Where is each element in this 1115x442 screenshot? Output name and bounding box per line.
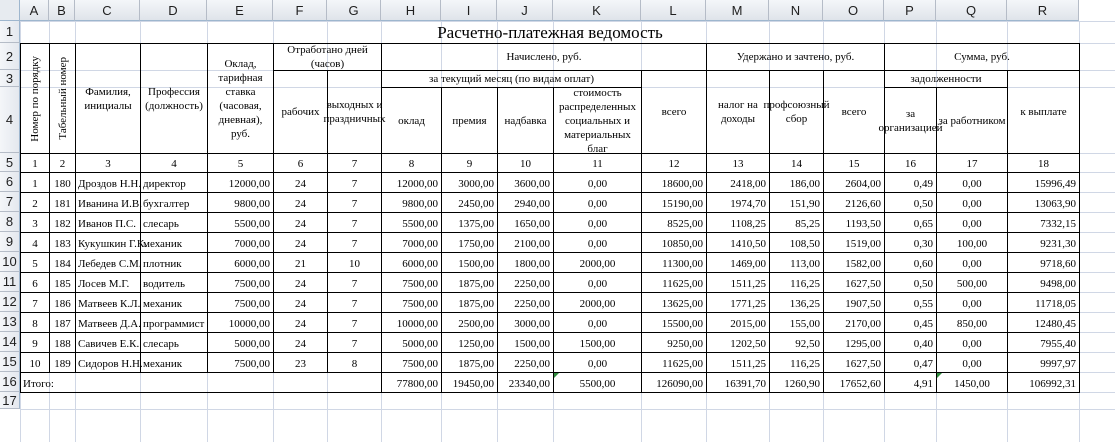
row-header-1[interactable]: 1 (0, 21, 20, 43)
select-all-corner[interactable] (0, 0, 20, 21)
cell-n14[interactable]: 92,50 (769, 332, 824, 353)
total-k16[interactable]: 5500,00 (553, 372, 642, 393)
cell-g13[interactable]: 7 (327, 312, 382, 333)
cell-j11[interactable]: 2250,00 (497, 272, 554, 293)
total-o16[interactable]: 17652,60 (823, 372, 885, 393)
column-header-h[interactable]: H (381, 0, 441, 21)
total-r16[interactable]: 106992,31 (1007, 372, 1080, 393)
cell-a15[interactable]: 10 (20, 352, 50, 373)
cell-o14[interactable]: 1295,00 (823, 332, 885, 353)
cell-k12[interactable]: 2000,00 (553, 292, 642, 313)
cell-b15[interactable]: 189 (49, 352, 76, 373)
cell-g8[interactable]: 7 (327, 212, 382, 233)
column-header-f[interactable]: F (273, 0, 327, 21)
cell-p10[interactable]: 0,60 (884, 252, 937, 273)
total-m16[interactable]: 16391,70 (706, 372, 770, 393)
cell-g14[interactable]: 7 (327, 332, 382, 353)
cell-n15[interactable]: 116,25 (769, 352, 824, 373)
cell-k9[interactable]: 0,00 (553, 232, 642, 253)
cell-e15[interactable]: 7500,00 (207, 352, 274, 373)
cell-h12[interactable]: 7500,00 (381, 292, 442, 313)
column-number-2[interactable]: 2 (49, 153, 76, 173)
column-header-k[interactable]: K (553, 0, 641, 21)
header-withheld[interactable]: Удержано и зачтено, руб. (706, 43, 885, 71)
cell-n13[interactable]: 155,00 (769, 312, 824, 333)
cell-r10[interactable]: 9718,60 (1007, 252, 1080, 273)
cell-e12[interactable]: 7500,00 (207, 292, 274, 313)
column-header-l[interactable]: L (641, 0, 706, 21)
column-number-11[interactable]: 11 (553, 153, 642, 173)
cell-p7[interactable]: 0,50 (884, 192, 937, 213)
cell-j10[interactable]: 1800,00 (497, 252, 554, 273)
cell-k6[interactable]: 0,00 (553, 172, 642, 193)
cell-c13[interactable]: Матвеев Д.А. (75, 312, 141, 333)
column-number-1[interactable]: 1 (20, 153, 50, 173)
row-header-14[interactable]: 14 (0, 332, 20, 352)
header-accrued-total[interactable]: всего (641, 70, 707, 154)
cell-g15[interactable]: 8 (327, 352, 382, 373)
cell-r13[interactable]: 12480,45 (1007, 312, 1080, 333)
cell-h14[interactable]: 5000,00 (381, 332, 442, 353)
cell-n7[interactable]: 151,90 (769, 192, 824, 213)
column-number-5[interactable]: 5 (207, 153, 274, 173)
cell-f12[interactable]: 24 (273, 292, 328, 313)
cell-c12[interactable]: Матвеев К.Л. (75, 292, 141, 313)
column-header-m[interactable]: M (706, 0, 769, 21)
column-header-c[interactable]: C (75, 0, 140, 21)
cell-i12[interactable]: 1875,00 (441, 292, 498, 313)
cell-e8[interactable]: 5500,00 (207, 212, 274, 233)
cell-l10[interactable]: 11300,00 (641, 252, 707, 273)
cell-a10[interactable]: 5 (20, 252, 50, 273)
cell-r9[interactable]: 9231,30 (1007, 232, 1080, 253)
cell-k8[interactable]: 0,00 (553, 212, 642, 233)
row-header-3[interactable]: 3 (0, 70, 20, 87)
cell-m10[interactable]: 1469,00 (706, 252, 770, 273)
row-header-2[interactable]: 2 (0, 43, 20, 70)
cell-o6[interactable]: 2604,00 (823, 172, 885, 193)
row-header-7[interactable]: 7 (0, 192, 20, 212)
cell-d10[interactable]: плотник (140, 252, 208, 273)
row-header-10[interactable]: 10 (0, 252, 20, 272)
column-number-10[interactable]: 10 (497, 153, 554, 173)
header-income-tax[interactable]: налог на доходы (706, 70, 770, 154)
row-header-13[interactable]: 13 (0, 312, 20, 332)
cell-d15[interactable]: механик (140, 352, 208, 373)
column-number-7[interactable]: 7 (327, 153, 382, 173)
cell-m11[interactable]: 1511,25 (706, 272, 770, 293)
cell-g11[interactable]: 7 (327, 272, 382, 293)
cell-l15[interactable]: 11625,00 (641, 352, 707, 373)
cell-h7[interactable]: 9800,00 (381, 192, 442, 213)
column-number-13[interactable]: 13 (706, 153, 770, 173)
cell-d11[interactable]: водитель (140, 272, 208, 293)
cell-i15[interactable]: 1875,00 (441, 352, 498, 373)
cell-q8[interactable]: 0,00 (936, 212, 1008, 233)
cell-d12[interactable]: механик (140, 292, 208, 313)
cell-o7[interactable]: 2126,60 (823, 192, 885, 213)
header-debts[interactable]: задолженности (884, 70, 1008, 88)
row-header-17[interactable]: 17 (0, 392, 20, 409)
cell-b9[interactable]: 183 (49, 232, 76, 253)
cell-p8[interactable]: 0,65 (884, 212, 937, 233)
cell-c15[interactable]: Сидоров Н.Н. (75, 352, 141, 373)
cell-c8[interactable]: Иванов П.С. (75, 212, 141, 233)
cell-a9[interactable]: 4 (20, 232, 50, 253)
cell-r8[interactable]: 7332,15 (1007, 212, 1080, 233)
cell-n10[interactable]: 113,00 (769, 252, 824, 273)
cell-j7[interactable]: 2940,00 (497, 192, 554, 213)
total-l16[interactable]: 126090,00 (641, 372, 707, 393)
cell-a11[interactable]: 6 (20, 272, 50, 293)
cell-g9[interactable]: 7 (327, 232, 382, 253)
cell-p11[interactable]: 0,50 (884, 272, 937, 293)
cell-q11[interactable]: 500,00 (936, 272, 1008, 293)
cell-m7[interactable]: 1974,70 (706, 192, 770, 213)
cell-p13[interactable]: 0,45 (884, 312, 937, 333)
cell-i11[interactable]: 1875,00 (441, 272, 498, 293)
cell-i10[interactable]: 1500,00 (441, 252, 498, 273)
total-q16[interactable]: 1450,00 (936, 372, 1008, 393)
cell-p9[interactable]: 0,30 (884, 232, 937, 253)
cell-e11[interactable]: 7500,00 (207, 272, 274, 293)
cell-r6[interactable]: 15996,49 (1007, 172, 1080, 193)
cell-j9[interactable]: 2100,00 (497, 232, 554, 253)
cell-n6[interactable]: 186,00 (769, 172, 824, 193)
cell-h15[interactable]: 7500,00 (381, 352, 442, 373)
cell-i9[interactable]: 1750,00 (441, 232, 498, 253)
cell-a13[interactable]: 8 (20, 312, 50, 333)
cell-d14[interactable]: слесарь (140, 332, 208, 353)
cell-m9[interactable]: 1410,50 (706, 232, 770, 253)
total-n16[interactable]: 1260,90 (769, 372, 824, 393)
cell-j8[interactable]: 1650,00 (497, 212, 554, 233)
cell-k7[interactable]: 0,00 (553, 192, 642, 213)
column-number-4[interactable]: 4 (140, 153, 208, 173)
cell-n9[interactable]: 108,50 (769, 232, 824, 253)
cell-f14[interactable]: 24 (273, 332, 328, 353)
cell-p6[interactable]: 0,49 (884, 172, 937, 193)
cell-b13[interactable]: 187 (49, 312, 76, 333)
cell-q10[interactable]: 0,00 (936, 252, 1008, 273)
header-bonus[interactable]: премия (441, 87, 498, 154)
cell-e14[interactable]: 5000,00 (207, 332, 274, 353)
cell-b8[interactable]: 182 (49, 212, 76, 233)
column-header-q[interactable]: Q (936, 0, 1007, 21)
header-weekend-days[interactable]: выходных и праздничных (327, 70, 382, 154)
cell-i13[interactable]: 2500,00 (441, 312, 498, 333)
cell-q15[interactable]: 0,00 (936, 352, 1008, 373)
cell-l9[interactable]: 10850,00 (641, 232, 707, 253)
cell-g7[interactable]: 7 (327, 192, 382, 213)
header-debt-by-org[interactable]: за организацией (884, 87, 937, 154)
cell-q9[interactable]: 100,00 (936, 232, 1008, 253)
row-header-4[interactable]: 4 (0, 87, 20, 153)
cell-m12[interactable]: 1771,25 (706, 292, 770, 313)
cell-f6[interactable]: 24 (273, 172, 328, 193)
total-j16[interactable]: 23340,00 (497, 372, 554, 393)
cell-f8[interactable]: 24 (273, 212, 328, 233)
formula-warning-icon[interactable] (937, 373, 942, 378)
header-accrued[interactable]: Начислено, руб. (381, 43, 707, 71)
column-number-18[interactable]: 18 (1007, 153, 1080, 173)
cell-o10[interactable]: 1582,00 (823, 252, 885, 273)
cell-o8[interactable]: 1193,50 (823, 212, 885, 233)
row-header-15[interactable]: 15 (0, 352, 20, 372)
cell-d13[interactable]: программист (140, 312, 208, 333)
cell-h10[interactable]: 6000,00 (381, 252, 442, 273)
cell-a12[interactable]: 7 (20, 292, 50, 313)
cell-p12[interactable]: 0,55 (884, 292, 937, 313)
cell-c14[interactable]: Савичев Е.К. (75, 332, 141, 353)
cell-g12[interactable]: 7 (327, 292, 382, 313)
header-social-benefits[interactable]: стоимость распределенных социальных и материальных благ (553, 87, 642, 154)
row-header-16[interactable]: 16 (0, 372, 20, 392)
cell-o13[interactable]: 2170,00 (823, 312, 885, 333)
cell-f15[interactable]: 23 (273, 352, 328, 373)
cell-f11[interactable]: 24 (273, 272, 328, 293)
column-number-6[interactable]: 6 (273, 153, 328, 173)
column-header-p[interactable]: P (884, 0, 936, 21)
total-h16[interactable]: 77800,00 (381, 372, 442, 393)
column-number-16[interactable]: 16 (884, 153, 937, 173)
cell-a6[interactable]: 1 (20, 172, 50, 193)
column-header-d[interactable]: D (140, 0, 207, 21)
column-number-9[interactable]: 9 (441, 153, 498, 173)
row-header-5[interactable]: 5 (0, 153, 20, 172)
cell-r11[interactable]: 9498,00 (1007, 272, 1080, 293)
row-header-9[interactable]: 9 (0, 232, 20, 252)
cell-c9[interactable]: Кукушкин Г.К. (75, 232, 141, 253)
header-current-month[interactable]: за текущий месяц (по видам оплат) (381, 70, 642, 88)
cell-d8[interactable]: слесарь (140, 212, 208, 233)
cell-k13[interactable]: 0,00 (553, 312, 642, 333)
cell-f7[interactable]: 24 (273, 192, 328, 213)
header-withheld-total[interactable]: всего (823, 70, 885, 154)
cell-n12[interactable]: 136,25 (769, 292, 824, 313)
cell-n11[interactable]: 116,25 (769, 272, 824, 293)
header-tab-no[interactable] (49, 43, 76, 154)
cell-e6[interactable]: 12000,00 (207, 172, 274, 193)
cell-j15[interactable]: 2250,00 (497, 352, 554, 373)
cell-m8[interactable]: 1108,25 (706, 212, 770, 233)
column-header-r[interactable]: R (1007, 0, 1079, 21)
cell-k14[interactable]: 1500,00 (553, 332, 642, 353)
cell-i7[interactable]: 2450,00 (441, 192, 498, 213)
cell-a14[interactable]: 9 (20, 332, 50, 353)
cell-p15[interactable]: 0,47 (884, 352, 937, 373)
cell-p14[interactable]: 0,40 (884, 332, 937, 353)
row-header-12[interactable]: 12 (0, 292, 20, 312)
column-header-b[interactable]: B (49, 0, 75, 21)
cell-m13[interactable]: 2015,00 (706, 312, 770, 333)
cell-j6[interactable]: 3600,00 (497, 172, 554, 193)
cell-h9[interactable]: 7000,00 (381, 232, 442, 253)
cell-d7[interactable]: бухгалтер (140, 192, 208, 213)
cell-l14[interactable]: 9250,00 (641, 332, 707, 353)
cell-r7[interactable]: 13063,90 (1007, 192, 1080, 213)
header-allowance[interactable]: надбавка (497, 87, 554, 154)
column-header-g[interactable]: G (327, 0, 381, 21)
cell-r15[interactable]: 9997,97 (1007, 352, 1080, 373)
cell-d6[interactable]: директор (140, 172, 208, 193)
cell-r14[interactable]: 7955,40 (1007, 332, 1080, 353)
row-header-6[interactable]: 6 (0, 172, 20, 192)
cell-j12[interactable]: 2250,00 (497, 292, 554, 313)
column-header-j[interactable]: J (497, 0, 553, 21)
cell-c10[interactable]: Лебедев С.М. (75, 252, 141, 273)
header-tab-no-text: Табельный номер (56, 57, 69, 140)
cell-c11[interactable]: Лосев М.Г. (75, 272, 141, 293)
cell-g6[interactable]: 7 (327, 172, 382, 193)
cell-k15[interactable]: 0,00 (553, 352, 642, 373)
header-order-no-text: Номер по порядку (29, 55, 41, 142)
cell-o9[interactable]: 1519,00 (823, 232, 885, 253)
cell-q13[interactable]: 850,00 (936, 312, 1008, 333)
formula-warning-icon[interactable] (554, 373, 559, 378)
column-header-i[interactable]: I (441, 0, 497, 21)
cell-m6[interactable]: 2418,00 (706, 172, 770, 193)
cell-l7[interactable]: 15190,00 (641, 192, 707, 213)
header-name[interactable]: Фамилия, инициалы (75, 43, 141, 154)
cell-e13[interactable]: 10000,00 (207, 312, 274, 333)
header-debt-by-employee[interactable]: за работником (936, 87, 1008, 154)
cell-l8[interactable]: 8525,00 (641, 212, 707, 233)
header-amount[interactable]: Сумма, руб. (884, 43, 1080, 71)
cell-h8[interactable]: 5500,00 (381, 212, 442, 233)
cell-l6[interactable]: 18600,00 (641, 172, 707, 193)
cell-i6[interactable]: 3000,00 (441, 172, 498, 193)
header-salary-rate[interactable]: Оклад, тарифная ставка (часовая, дневная), руб. (207, 43, 274, 154)
header-union-fee[interactable]: профсоюзный сбор (769, 70, 824, 154)
cell-f10[interactable]: 21 (273, 252, 328, 273)
cell-b6[interactable]: 180 (49, 172, 76, 193)
column-header-n[interactable]: N (769, 0, 823, 21)
cell-b12[interactable]: 186 (49, 292, 76, 313)
cell-o15[interactable]: 1627,50 (823, 352, 885, 373)
cell-b7[interactable]: 181 (49, 192, 76, 213)
cell-g10[interactable]: 10 (327, 252, 382, 273)
cell-e10[interactable]: 6000,00 (207, 252, 274, 273)
cell-q6[interactable]: 0,00 (936, 172, 1008, 193)
column-number-14[interactable]: 14 (769, 153, 824, 173)
cell-a7[interactable]: 2 (20, 192, 50, 213)
column-header-a[interactable]: A (20, 0, 49, 21)
cell-q14[interactable]: 0,00 (936, 332, 1008, 353)
cell-m14[interactable]: 1202,50 (706, 332, 770, 353)
cell-r12[interactable]: 11718,05 (1007, 292, 1080, 313)
cell-a8[interactable]: 3 (20, 212, 50, 233)
cell-o11[interactable]: 1627,50 (823, 272, 885, 293)
cell-h6[interactable]: 12000,00 (381, 172, 442, 193)
cell-q12[interactable]: 0,00 (936, 292, 1008, 313)
cell-h11[interactable]: 7500,00 (381, 272, 442, 293)
header-working-days[interactable]: рабочих (273, 70, 328, 154)
cell-f9[interactable]: 24 (273, 232, 328, 253)
cell-b10[interactable]: 184 (49, 252, 76, 273)
column-number-15[interactable]: 15 (823, 153, 885, 173)
cell-o12[interactable]: 1907,50 (823, 292, 885, 313)
column-header-o[interactable]: O (823, 0, 884, 21)
cell-l11[interactable]: 11625,00 (641, 272, 707, 293)
row-header-11[interactable]: 11 (0, 272, 20, 292)
cell-f13[interactable]: 24 (273, 312, 328, 333)
column-number-12[interactable]: 12 (641, 153, 707, 173)
cell-b14[interactable]: 188 (49, 332, 76, 353)
total-i16[interactable]: 19450,00 (441, 372, 498, 393)
cell-i14[interactable]: 1250,00 (441, 332, 498, 353)
cell-c7[interactable]: Иванина И.В. (75, 192, 141, 213)
column-number-3[interactable]: 3 (75, 153, 141, 173)
cell-m15[interactable]: 1511,25 (706, 352, 770, 373)
header-profession[interactable]: Профессия (должность) (140, 43, 208, 154)
header-days-worked[interactable]: Отработано дней (часов) (273, 43, 382, 71)
row-header-8[interactable]: 8 (0, 212, 20, 232)
cell-l12[interactable]: 13625,00 (641, 292, 707, 313)
cell-c6[interactable]: Дроздов Н.Н. (75, 172, 141, 193)
cell-h13[interactable]: 10000,00 (381, 312, 442, 333)
cell-k11[interactable]: 0,00 (553, 272, 642, 293)
sheet-title[interactable]: Расчетно-платежная ведомость (437, 23, 663, 42)
header-salary-pay[interactable]: оклад (381, 87, 442, 154)
cell-k10[interactable]: 2000,00 (553, 252, 642, 273)
cell-q7[interactable]: 0,00 (936, 192, 1008, 213)
column-number-17[interactable]: 17 (936, 153, 1008, 173)
cell-n8[interactable]: 85,25 (769, 212, 824, 233)
cell-i8[interactable]: 1375,00 (441, 212, 498, 233)
cell-j13[interactable]: 3000,00 (497, 312, 554, 333)
header-order-no[interactable] (20, 43, 50, 154)
cell-e9[interactable]: 7000,00 (207, 232, 274, 253)
cell-l13[interactable]: 15500,00 (641, 312, 707, 333)
column-number-8[interactable]: 8 (381, 153, 442, 173)
cell-e7[interactable]: 9800,00 (207, 192, 274, 213)
total-p16[interactable]: 4,91 (884, 372, 937, 393)
cell-d9[interactable]: механик (140, 232, 208, 253)
totals-label[interactable]: Итого: (20, 372, 382, 393)
cell-b11[interactable]: 185 (49, 272, 76, 293)
header-to-pay[interactable]: к выплате (1007, 70, 1080, 154)
column-header-e[interactable]: E (207, 0, 273, 21)
cell-j14[interactable]: 1500,00 (497, 332, 554, 353)
